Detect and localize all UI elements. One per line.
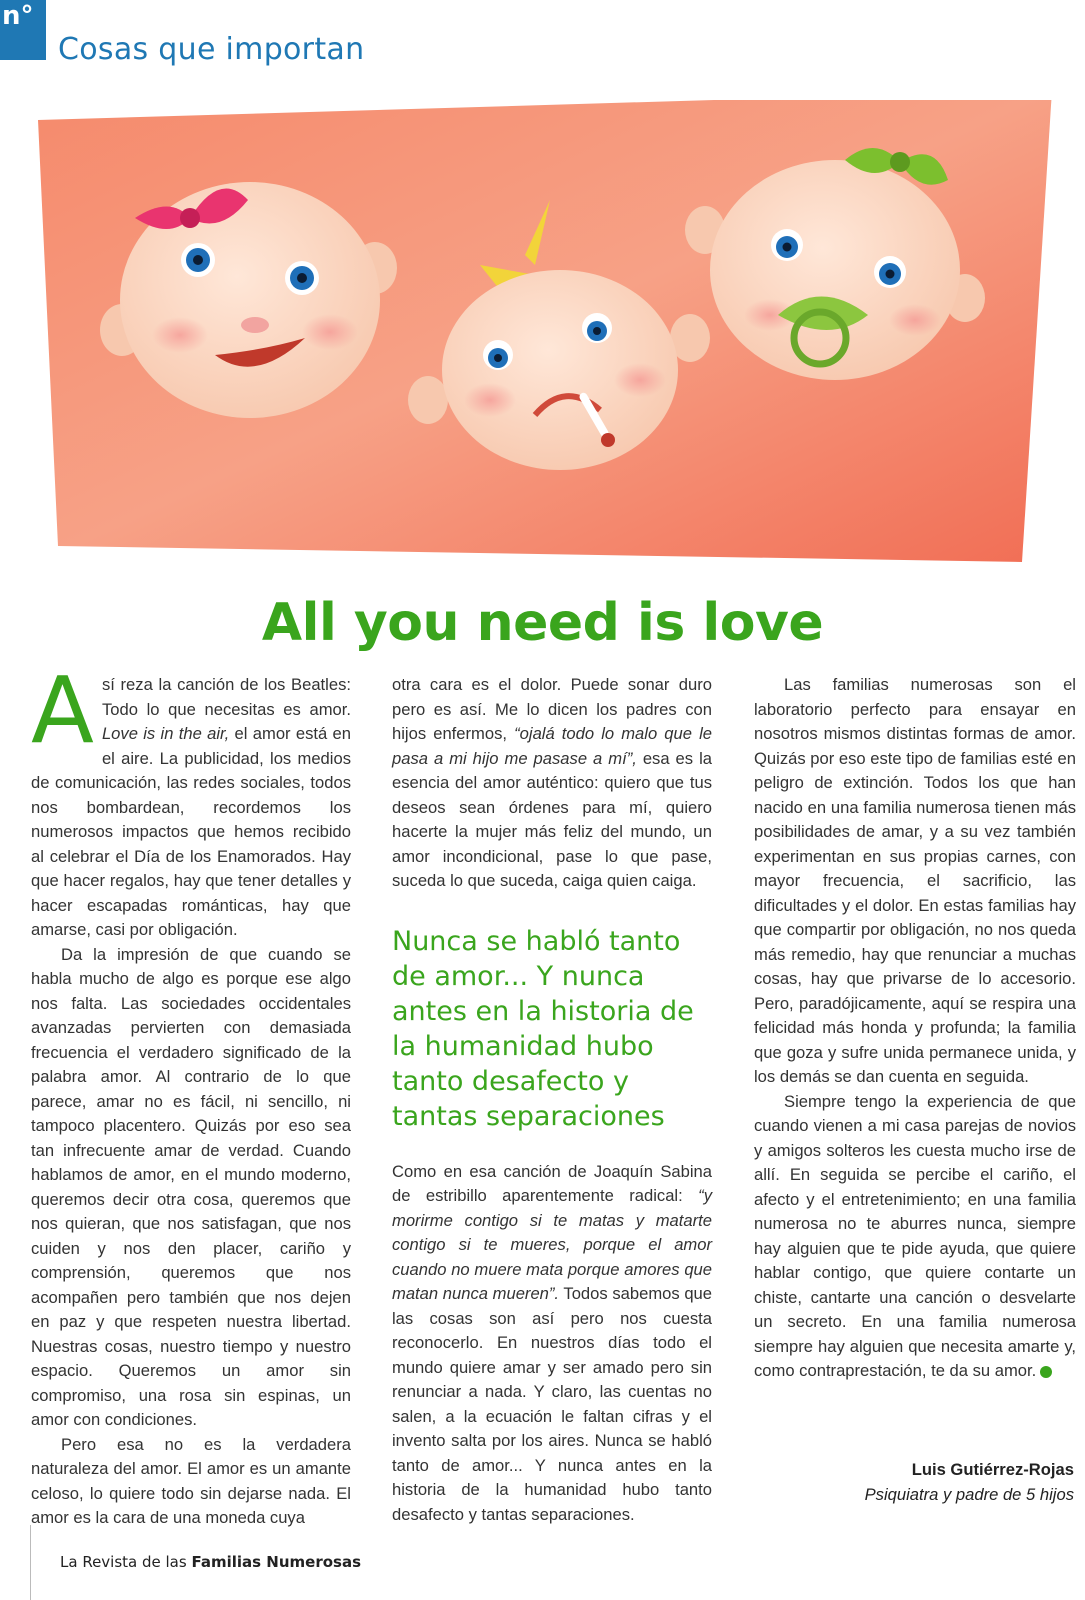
paragraph (754, 1090, 1076, 1384)
footer-brand: Familias Numerosas (191, 1553, 362, 1571)
text-span: el amor está en el aire. La publicidad, los medios de comunicación, las redes sociales, todos nos bombardean, recordemos los numerosos impactos que hemos recibido al celebrar el Día de los Enamorados. Hay que hacer regalos, hay que tener detalles y hacer escapadas románticas, hay que amarse, casi por obligación. (31, 724, 352, 939)
author-credit (865, 1457, 1074, 1507)
paragraph: Las familias numerosas son el laboratorio perfecto para ensayar en nosotros mismos distintas formas de amor. Quizás por eso este tipo de familias esté en peligro de extinción. Todos los que han nacido en una familia numerosa tienen más posibilidades de amar, y a su vez también experimentan en sus propias carnes, con mayor frecuencia, el sacrificio, las dificultades y el dolor. En estas familias hay que compartir por obligación, no nos queda más remedio, hay que renunciar a muchas cosas, hay que privarse de lo accesorio. Pero, paradójicamente, aquí se respira una felicidad más honda y profunda; la familia que goza y sufre unida permanece unida, y los demás se dan cuenta en seguida. (754, 675, 1076, 1086)
article-column-1 (31, 657, 352, 1531)
text-span-italic: Love is in the air, (101, 724, 230, 743)
author-name: Luis Gutiérrez-Rojas (911, 1460, 1074, 1479)
pull-quote: Nunca se habló tanto de amor... Y nunca antes en la historia de la humanidad hubo tanto desafecto y tantas separaciones (392, 925, 694, 1132)
footer-divider (30, 1525, 31, 1600)
paragraph (392, 1160, 712, 1528)
end-mark-icon (1040, 1366, 1052, 1378)
text-span: esa es la esencia del amor auténtico: quiero que tus deseos sean órdenes para mí, quiero hacerte la mujer más feliz del mundo, un amor incondicional, pase lo que pase, suceda lo que suceda, caiga quien caiga. (392, 748, 712, 890)
paragraph: Pero esa no es la verdadera naturaleza del amor. El amor es un amante celoso, lo quiere todo sin dejarse nada. El amor es la cara de una moneda cuya (31, 1434, 351, 1527)
text-span: Como en esa canción de Joaquín Sabina de estribillo aparentemente radical: (392, 1161, 712, 1205)
magazine-footer (60, 1553, 361, 1571)
article-column-2 (392, 673, 712, 1527)
paragraph: Da la impresión de que cuando se habla mucho de algo es porque ese algo nos falta. Las sociedades occidentales avanzadas pervierten con demasiada frecuencia el verdadero significado de la palabra amor. Al contrario de lo que parece, amar no es fácil, ni sencillo, ni tampoco placentero. Quizás por eso sea tan infrecuente amar de verdad. Cuando hablamos de amor, en el mundo moderno, queremos decir otra cosa, queremos que nos quieran, que nos satisfagan, que nos cuiden y nos den placer, cariño y comprensión, queremos que nos acompañen pero también que nos dejen en paz y que respeten nuestra libertad. Nuestras cosas, nuestro tiempo y nuestro espacio. Queremos un amor sin compromiso, una rosa sin espinas, un amor con condiciones. (31, 944, 351, 1429)
footer-prefix: La Revista de las (60, 1553, 192, 1571)
text-span-italic: “y morirme contigo si te matas y matarte contigo si te mueres, porque el amor cuando no muere mata porque amores que matan nunca mueren”. (392, 1186, 712, 1303)
article-title: All you need is love (261, 593, 824, 653)
paragraph (392, 673, 712, 894)
issue-tab: n° (0, 0, 46, 60)
text-span: Todos sabemos que las cosas son así pero nos cuesta reconocerlo. En nuestros días todo el mundo quiere amar y ser amado pero sin renunciar a nada. Y claro, las cuentas no salen, a la ecuación le faltan cifras y el invento salta por los aires. Nunca se habló tanto de amor... Y nunca antes en la historia de la humanidad hubo tanto desafecto y tantas separaciones. (392, 1284, 713, 1524)
drop-cap: A (31, 657, 94, 764)
text-span: Siempre tengo la experiencia de que cuando vienen a mi casa parejas de novios y amigos solteros les cuesta mucho irse de allí. En seguida se percibe el cariño, el afecto y el entretenimiento; en una familia numerosa no te aburres nunca, siempre hay alguien que te pide ayuda, que quiere hablar contigo, que quiere contarte un chiste, cantarte una canción o desvelarte un secreto. En una familia numerosa siempre hay alguien que necesita amarte y, como contraprestación, te da su amor. (754, 1091, 1076, 1380)
babies-illustration (30, 100, 1060, 580)
text-span-italic: “ojalá todo lo malo que le pasa a mi hijo me pasase a mí”, (392, 724, 712, 768)
paragraph (31, 657, 352, 943)
text-span: sí reza la canción de los Beatles: Todo lo que necesitas es amor. (101, 675, 351, 719)
text-span: otra cara es el dolor. Puede sonar duro pero es así. Me lo dicen los padres con hijos enfermos, (392, 675, 712, 743)
author-role: Psiquiatra y padre de 5 hijos (864, 1485, 1074, 1504)
article-column-3 (754, 673, 1076, 1384)
section-title: Cosas que importan (58, 32, 365, 67)
